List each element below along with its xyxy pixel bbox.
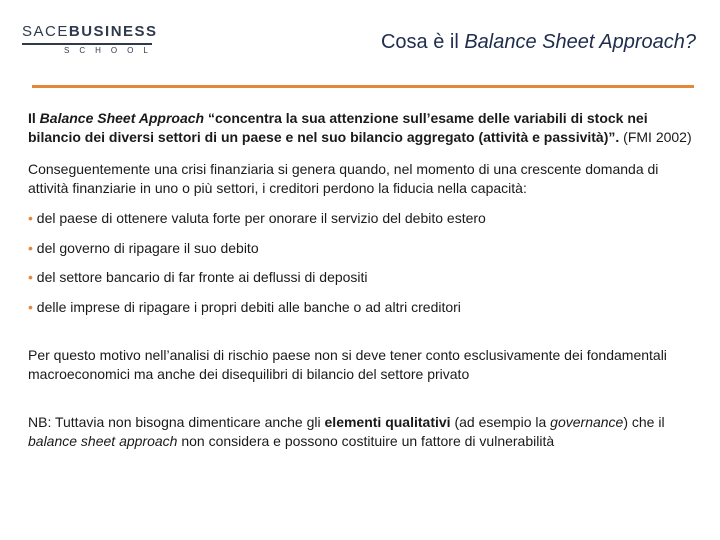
consequence-paragraph: Conseguentemente una crisi finanziaria si genera quando, nel momento di una crescente domanda di attività finanziarie in uno o più settori, i creditori perdono la fiducia nella capacità: bbox=[28, 161, 659, 196]
bullet-item: • del governo di ripagare il suo debito bbox=[28, 239, 259, 256]
bullet-dot-icon: • bbox=[28, 298, 33, 315]
logo-subtitle: SCHOOL bbox=[64, 46, 158, 55]
bullet-item: • delle imprese di ripagare i propri debiti alle banche o ad altri creditori bbox=[28, 298, 461, 315]
slide-body bbox=[28, 109, 698, 450]
bullet-dot-icon: • bbox=[28, 239, 33, 256]
bullet-dot-icon: • bbox=[28, 269, 33, 285]
intro-paragraph: Il Balance Sheet Approach “concentra la sua attenzione sull’esame delle variabili di stock nei bilancio dei diversi settori di un paese e nel suo bilancio aggregato (attività e passività)”. (FMI 2002) bbox=[28, 110, 692, 145]
conclusion-paragraph: Per questo motivo nell’analisi di rischio paese non si deve tener conto esclusivamente dei fondamentali macroeconomici ma anche dei disequilibri di bilancio del settore privato bbox=[28, 347, 667, 382]
note-paragraph: NB: Tuttavia non bisogna dimenticare anche gli elementi qualitativi (ad esempio la governance) che il balance sheet approach non considera e possono costituire un fattore di vulnerabilità bbox=[28, 414, 665, 449]
title-divider bbox=[32, 85, 694, 88]
bullet-item: • del settore bancario di far fronte ai deflussi di depositi bbox=[28, 269, 368, 285]
bullet-dot-icon: • bbox=[28, 210, 33, 226]
slide-title: Cosa è il Balance Sheet Approach? bbox=[380, 31, 696, 53]
logo-wordmark: SACEBUSINESS bbox=[22, 23, 158, 40]
bullet-item: • del paese di ottenere valuta forte per onorare il servizio del debito estero bbox=[28, 210, 486, 226]
